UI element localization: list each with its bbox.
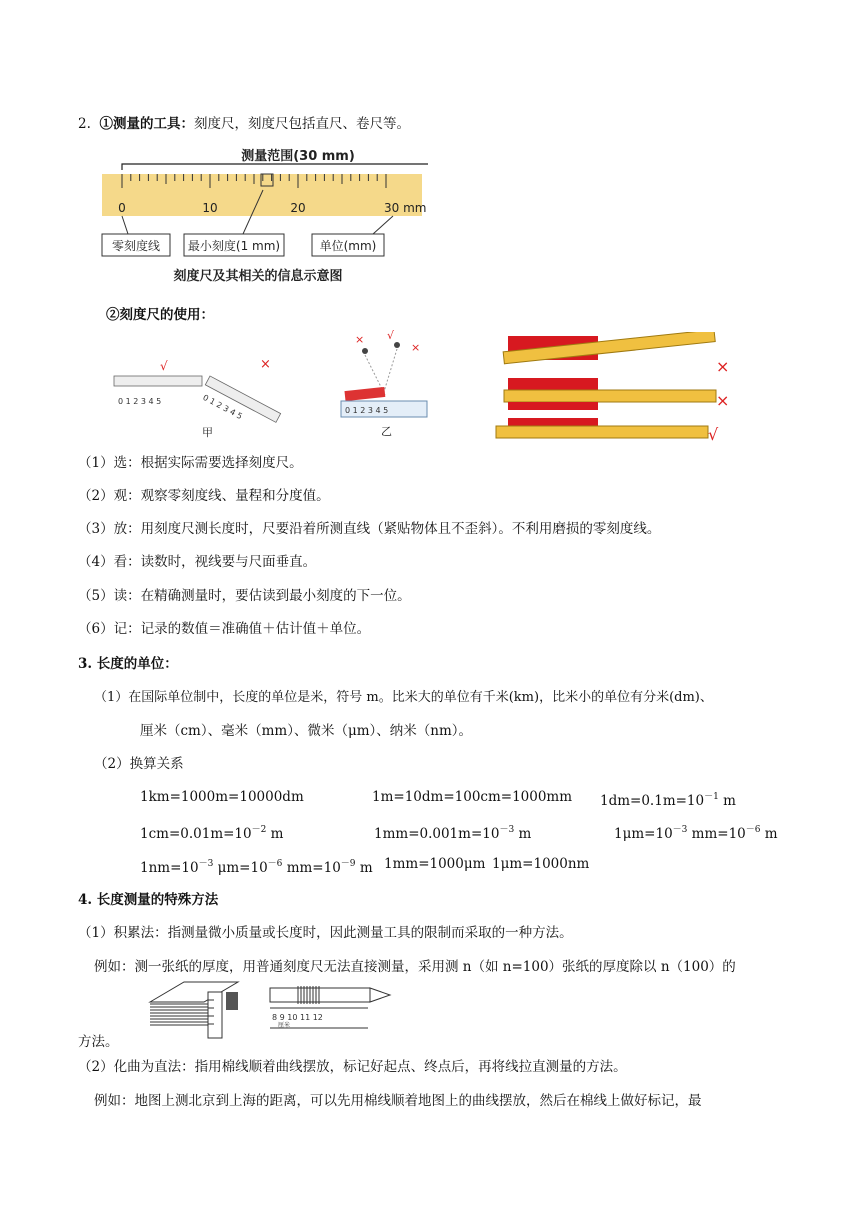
figure-label-jia: 甲 [202, 426, 213, 439]
figure-yi [335, 325, 435, 445]
svg-text:×: × [355, 333, 365, 346]
ruler-diagram [98, 140, 428, 290]
conv-m: 1m=10dm=100cm=1000mm [372, 789, 573, 805]
svg-text:×: × [716, 357, 730, 376]
svg-text:√: √ [708, 425, 719, 442]
coil-digits: 8 9 10 11 12 [272, 1013, 323, 1022]
step-6: （6）记：记录的数值＝准确值＋估计值＋单位。 [78, 621, 371, 637]
unit-label: 单位(mm) [319, 239, 377, 253]
svg-text:√: √ [387, 329, 395, 342]
ruler-digits-a: 0 1 2 3 4 5 [118, 397, 162, 406]
ruler-body [102, 174, 422, 216]
ruler-digits-b: 0 1 2 3 4 5 [201, 392, 244, 422]
figure-caption: 刻度尺及其相关的信息示意图 [173, 269, 343, 284]
section-title: ①测量的工具： [99, 116, 194, 132]
tick-label-30: 30 mm [384, 201, 427, 215]
range-label: 测量范围(30 mm) [241, 149, 355, 164]
svg-text:×: × [716, 391, 730, 410]
section-text: 刻度尺，刻度尺包括直尺、卷尺等。 [193, 116, 410, 132]
method-accumulation-example: 例如：测一张纸的厚度，用普通刻度尺无法直接测量，采用测 n（如 n=100）张纸的厚度除以 n（100）的 [94, 959, 736, 975]
usage-heading: ②刻度尺的使用： [106, 307, 214, 323]
conv-km: 1km=1000m=10000dm [140, 789, 304, 805]
tick-label-10: 10 [202, 201, 218, 215]
check-mark: √ [160, 359, 168, 373]
step-2: （2）观：观察零刻度线、量程和分度值。 [78, 488, 330, 504]
units-paragraph-line1: （1）在国际单位制中，长度的单位是米，符号 m。比米大的单位有千米(km)，比米小的单位有分米(dm)、 [94, 690, 713, 705]
ruler-digits-c: 0 1 2 3 4 5 [345, 406, 389, 415]
paper-stack-figure [144, 978, 244, 1040]
coil-figure [268, 980, 392, 1036]
min-scale-label: 最小刻度(1 mm) [187, 239, 281, 253]
step-3: （3）放：用刻度尺测长度时，尺要沿着所测直线（紧贴物体且不歪斜）。不利用磨损的零刻度线。 [78, 521, 661, 537]
cross-mark: × [260, 357, 271, 372]
units-paragraph-line2: 厘米（cm）、毫米（mm）、微米（μm）、纳米（nm）。 [140, 723, 473, 739]
step-4: （4）看：读数时，视线要与尺面垂直。 [78, 554, 317, 570]
step-1: （1）选：根据实际需要选择刻度尺。 [78, 455, 303, 471]
blocks-figure [492, 332, 742, 442]
svg-text:×: × [411, 341, 421, 354]
conversion-heading: （2）换算关系 [94, 756, 184, 772]
conv-nm: $1nm=10^{-3}$ $\mu m=10^{-6}$ $mm=10^{-9}$ m [140, 859, 373, 876]
method-curve-example: 例如：地图上测北京到上海的距离，可以先用棉线顺着地图上的曲线摆放，然后在棉线上做好标记，最 [94, 1093, 702, 1109]
method-accumulation-end: 方法。 [78, 1034, 119, 1050]
conv-dm: $1dm=0.1m=10^{-1}$ m [600, 792, 736, 809]
section-3-heading: 3. 长度的单位： [78, 656, 178, 672]
figure-jia [110, 340, 300, 440]
tick-label-0: 0 [118, 201, 126, 215]
section-4-heading: 4. 长度测量的特殊方法 [78, 892, 219, 908]
conv-cm: $1cm=0.01m=10^{-2}$ m [140, 825, 284, 842]
method-accumulation: （1）积累法：指测量微小质量或长度时，因此测量工具的限制而采取的一种方法。 [78, 925, 573, 941]
tick-label-20: 20 [290, 201, 306, 215]
coil-unit: 厘米 [278, 1022, 291, 1029]
step-5: （5）读：在精确测量时，要估读到最小刻度的下一位。 [78, 588, 411, 604]
method-curve-to-straight: （2）化曲为直法：指用棉线顺着曲线摆放，标记好起点、终点后，再将线拉直测量的方法。 [78, 1059, 627, 1075]
section-number: 2. [78, 116, 91, 132]
conv-um-nm: 1μm=1000nm [492, 856, 590, 872]
conv-mm-um: 1mm=1000μm [384, 856, 486, 872]
zero-line-label: 零刻度线 [111, 239, 161, 253]
conv-mm: $1mm=0.001m=10^{-3}$ m [374, 825, 532, 842]
section-2-heading-line [78, 112, 410, 132]
figure-label-yi: 乙 [381, 425, 392, 438]
conv-um: $1\mu m=10^{-3}$ $mm=10^{-6}$ m [614, 825, 778, 842]
